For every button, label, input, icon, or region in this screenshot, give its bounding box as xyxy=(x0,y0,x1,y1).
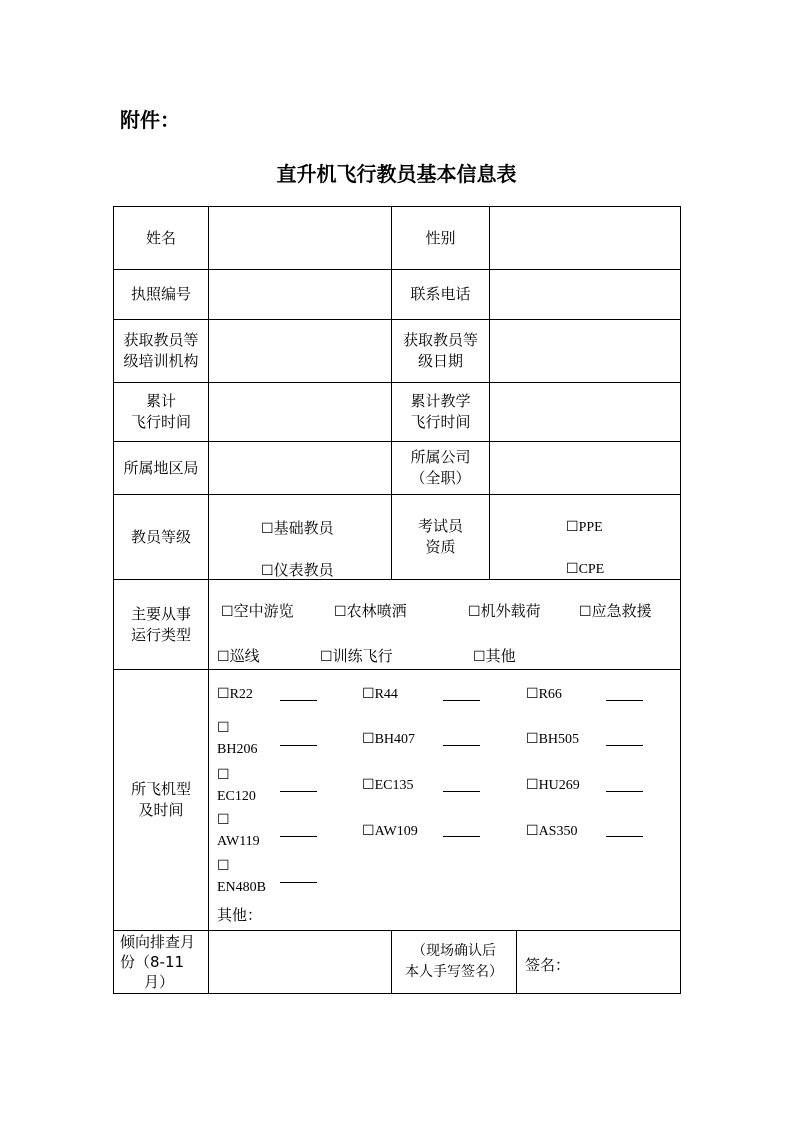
instructor-level-label: 教员等级 xyxy=(113,494,209,580)
signature-note-label: （现场确认后 本人手写签名） xyxy=(391,930,517,994)
checkbox-ppe[interactable]: ☐PPE xyxy=(566,519,603,535)
checkbox-bh407[interactable]: ☐BH407 xyxy=(362,731,416,747)
region-bureau-label: 所属地区局 xyxy=(113,441,209,495)
examiner-options xyxy=(489,494,681,580)
total-flight-time-label: 累计 飞行时间 xyxy=(113,382,209,442)
checkbox-basic-instructor[interactable]: ☐基础教员 xyxy=(261,519,334,537)
time-blank-bh505[interactable] xyxy=(606,745,643,746)
signature-label: 签名： xyxy=(525,956,571,974)
inspection-month-label: 倾向排查月 份（8-11 月） xyxy=(113,930,209,994)
time-blank-r44[interactable] xyxy=(443,700,480,701)
signature-cell[interactable] xyxy=(516,930,681,994)
examiner-label: 考试员 资质 xyxy=(391,494,490,580)
checkbox-as350[interactable]: ☐AS350 xyxy=(526,823,578,839)
checkbox-ec120[interactable]: ☐ EC120 xyxy=(217,767,256,804)
checkbox-r22[interactable]: ☐R22 xyxy=(217,686,253,702)
checkbox-bh505[interactable]: ☐BH505 xyxy=(526,731,580,747)
checkbox-aw119[interactable]: ☐ AW119 xyxy=(217,812,260,849)
region-bureau-value[interactable] xyxy=(208,441,392,495)
checkbox-bh206[interactable]: ☐ BH206 xyxy=(217,720,258,757)
time-blank-bh206[interactable] xyxy=(280,745,317,746)
time-blank-r22[interactable] xyxy=(280,700,317,701)
operation-type-options xyxy=(208,579,681,670)
checkbox-cpe[interactable]: ☐CPE xyxy=(566,561,605,577)
checkbox-agri-spraying[interactable]: ☐农林喷洒 xyxy=(334,602,407,620)
checkbox-instrument-instructor[interactable]: ☐仪表教员 xyxy=(261,561,334,579)
time-blank-r66[interactable] xyxy=(606,700,643,701)
total-flight-time-value[interactable] xyxy=(208,382,392,442)
rating-date-value[interactable] xyxy=(489,319,681,383)
checkbox-r66[interactable]: ☐R66 xyxy=(526,686,562,702)
inspection-month-value[interactable] xyxy=(208,930,392,994)
time-blank-ec120[interactable] xyxy=(280,791,317,792)
license-no-label: 执照编号 xyxy=(113,269,209,320)
checkbox-r44[interactable]: ☐R44 xyxy=(362,686,398,702)
time-blank-en480b[interactable] xyxy=(280,882,317,883)
time-blank-aw109[interactable] xyxy=(443,836,480,837)
gender-value[interactable] xyxy=(489,206,681,270)
form-title: 直升机飞行教员基本信息表 xyxy=(276,162,517,186)
license-no-value[interactable] xyxy=(208,269,392,320)
checkbox-emergency-rescue[interactable]: ☐应急救援 xyxy=(579,602,652,620)
aircraft-type-options xyxy=(208,669,681,931)
teaching-flight-time-value[interactable] xyxy=(489,382,681,442)
attachment-label: 附件： xyxy=(120,108,180,132)
phone-label: 联系电话 xyxy=(391,269,490,320)
name-label: 姓名 xyxy=(113,206,209,270)
gender-label: 性别 xyxy=(391,206,490,270)
checkbox-ec135[interactable]: ☐EC135 xyxy=(362,777,414,793)
company-label: 所属公司 （全职） xyxy=(391,441,490,495)
checkbox-external-load[interactable]: ☐机外载荷 xyxy=(468,602,541,620)
name-value[interactable] xyxy=(208,206,392,270)
aircraft-other-label: 其他： xyxy=(217,906,263,924)
rating-date-label: 获取教员等 级日期 xyxy=(391,319,490,383)
company-value[interactable] xyxy=(489,441,681,495)
checkbox-other-operation[interactable]: ☐其他 xyxy=(473,647,516,665)
operation-type-label: 主要从事 运行类型 xyxy=(113,579,209,670)
teaching-flight-time-label: 累计教学 飞行时间 xyxy=(391,382,490,442)
time-blank-hu269[interactable] xyxy=(606,791,643,792)
checkbox-aw109[interactable]: ☐AW109 xyxy=(362,823,418,839)
time-blank-aw119[interactable] xyxy=(280,836,317,837)
time-blank-ec135[interactable] xyxy=(443,791,480,792)
checkbox-sightseeing[interactable]: ☐空中游览 xyxy=(221,602,294,620)
training-org-label: 获取教员等 级培训机构 xyxy=(113,319,209,383)
phone-value[interactable] xyxy=(489,269,681,320)
time-blank-as350[interactable] xyxy=(606,836,643,837)
checkbox-line-patrol[interactable]: ☐巡线 xyxy=(217,647,260,665)
checkbox-en480b[interactable]: ☐ EN480B xyxy=(217,858,266,895)
aircraft-type-label: 所飞机型 及时间 xyxy=(113,669,209,931)
time-blank-bh407[interactable] xyxy=(443,745,480,746)
training-org-value[interactable] xyxy=(208,319,392,383)
checkbox-hu269[interactable]: ☐HU269 xyxy=(526,777,580,793)
checkbox-training-flight[interactable]: ☐训练飞行 xyxy=(320,647,393,665)
instructor-level-options xyxy=(208,494,392,580)
